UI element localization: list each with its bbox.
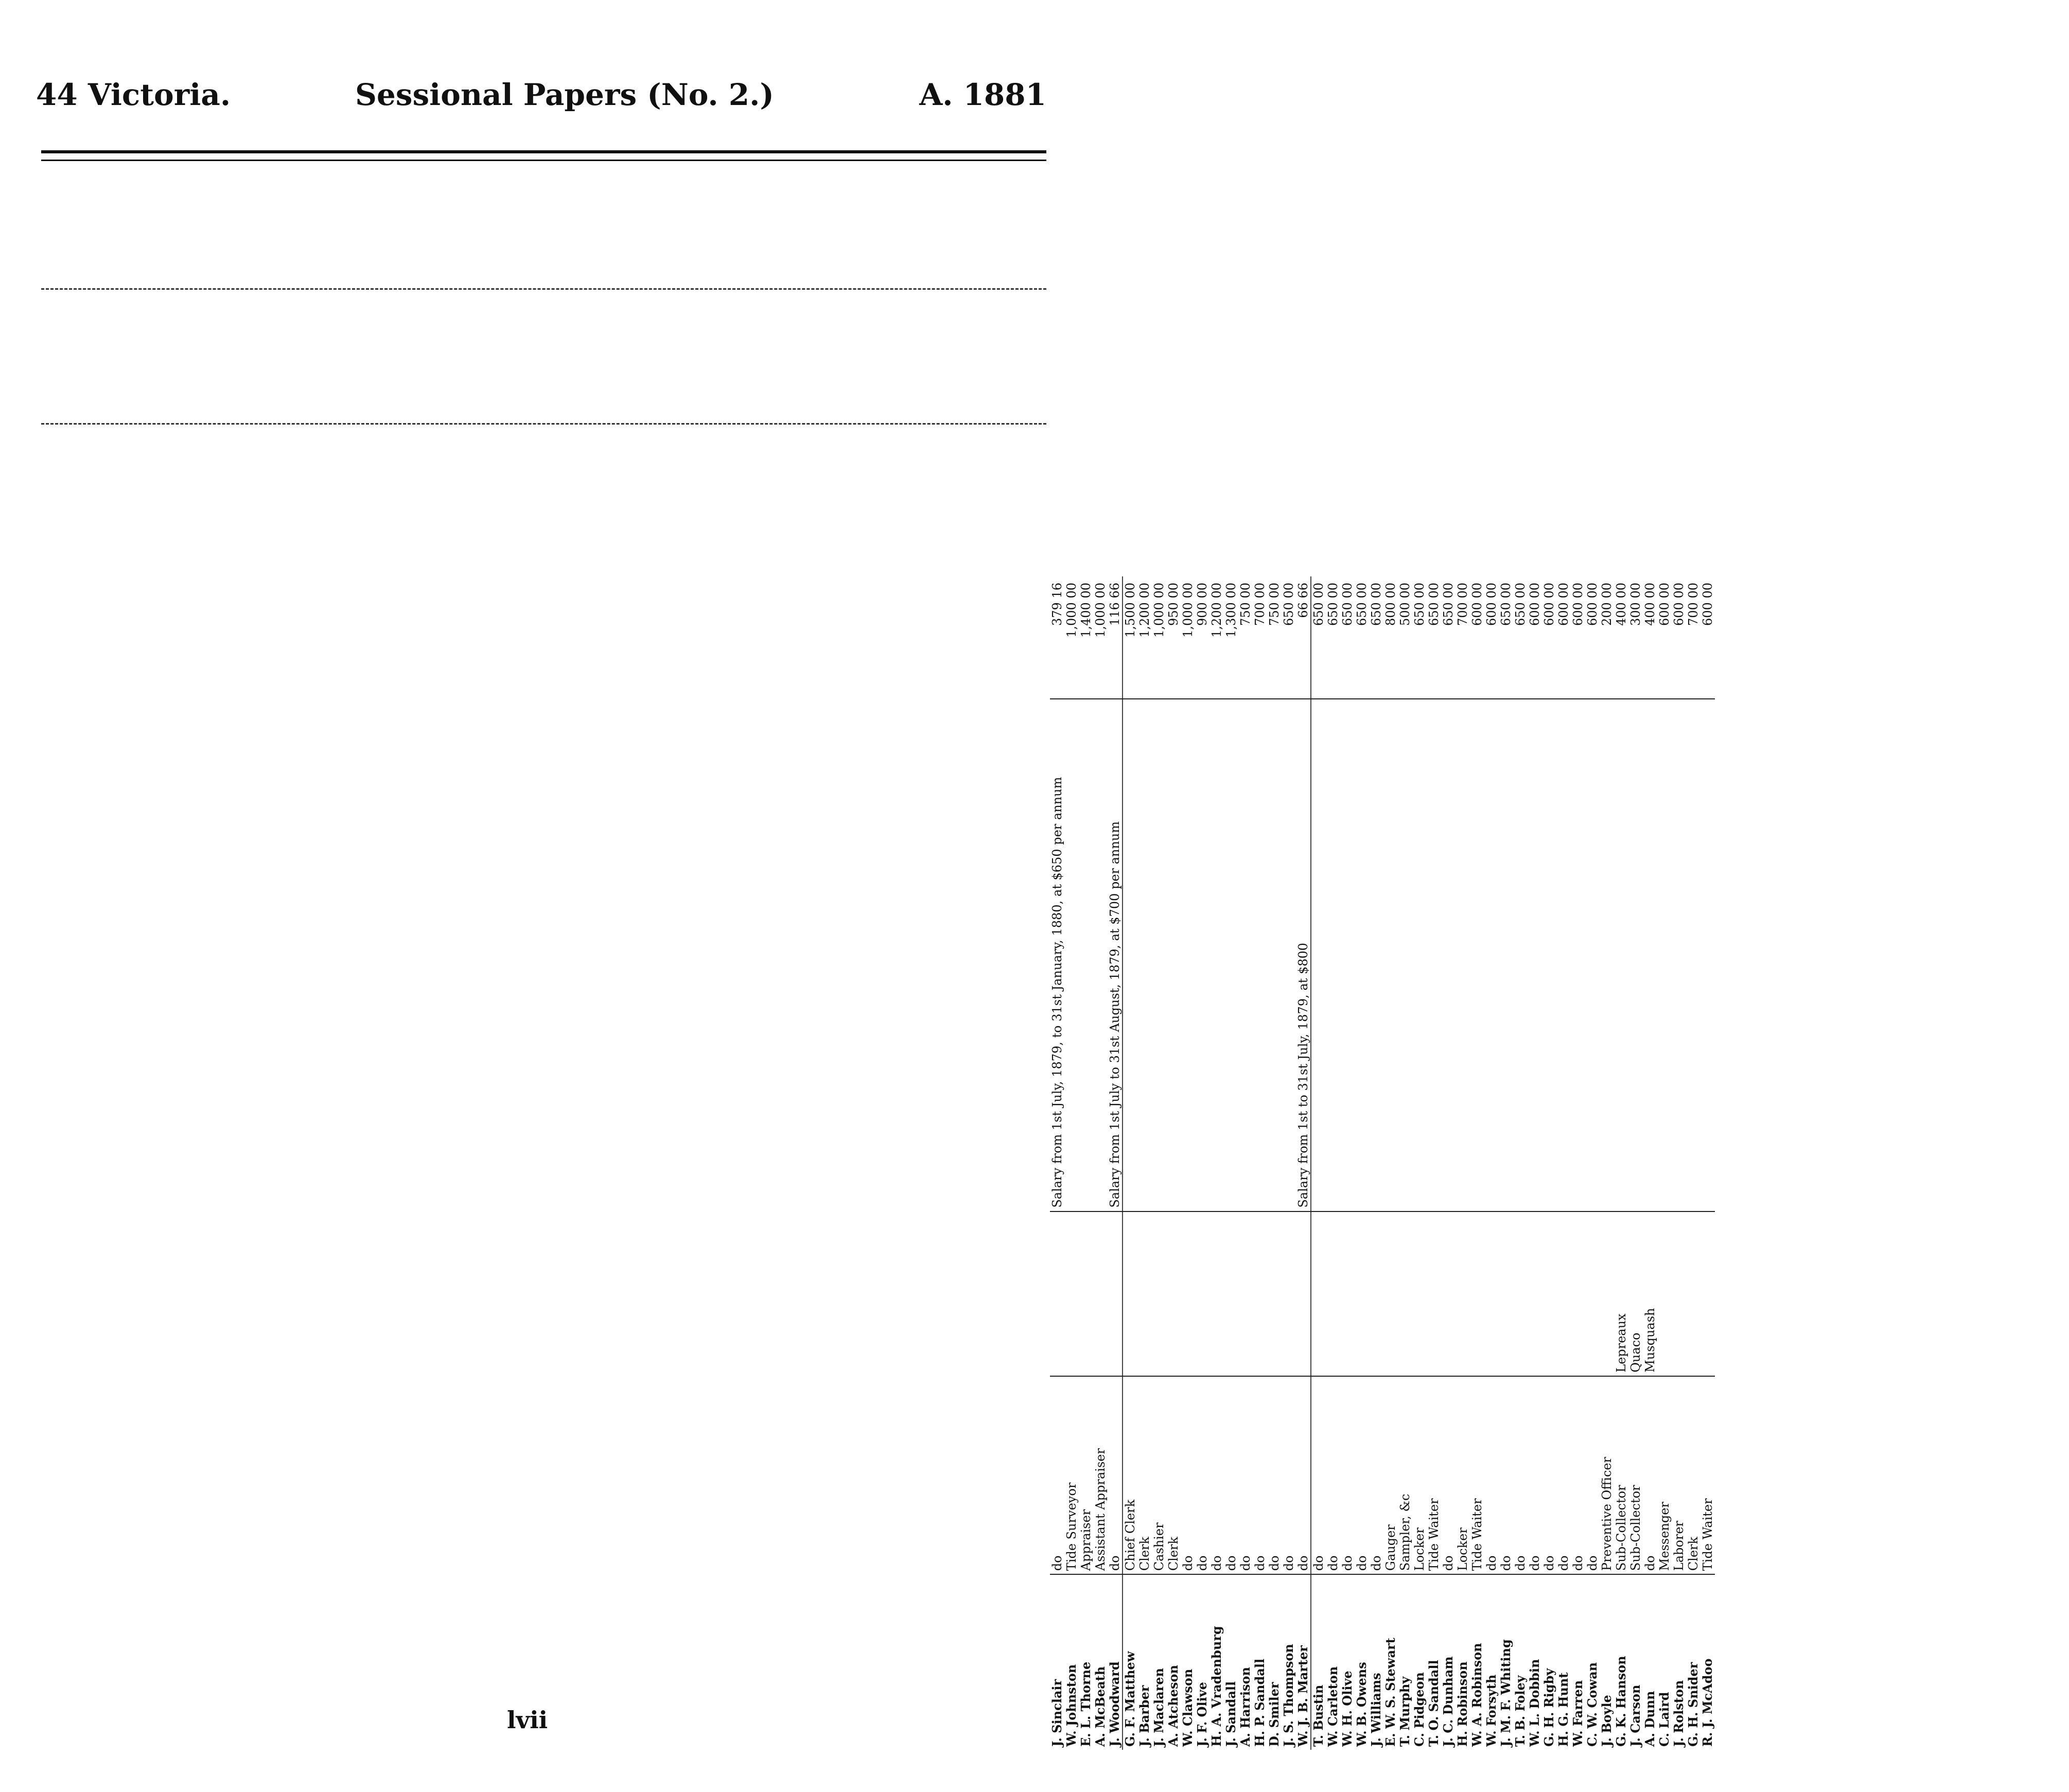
salary-amount: 116 66 [1108, 576, 1123, 699]
employee-office: Tide Waiter [1427, 1376, 1441, 1574]
employee-station [1238, 1211, 1253, 1376]
employee-station [1181, 1211, 1195, 1376]
employee-station [1282, 1211, 1296, 1376]
employee-office: do [1209, 1376, 1224, 1574]
employee-name: C. Laird [1657, 1692, 1672, 1747]
employee-office: do [1195, 1376, 1209, 1574]
salary-remark [1282, 699, 1296, 1211]
table-row [1369, 576, 1383, 1750]
salary-amount: 600 00 [1528, 576, 1542, 699]
employee-name: H. P. Sandall [1252, 1658, 1267, 1747]
salary-remark [1166, 699, 1181, 1211]
salary-remark [1326, 699, 1340, 1211]
employee-name: A. Atcheson [1166, 1665, 1181, 1747]
salary-amount: 650 00 [1369, 576, 1383, 699]
salary-amount: 750 00 [1267, 576, 1282, 699]
employee-station [1340, 1211, 1355, 1376]
employee-station [1326, 1211, 1340, 1376]
salary-amount: 600 00 [1484, 576, 1499, 699]
employee-name: J. Barber [1137, 1685, 1152, 1747]
employee-office: Appraiser [1079, 1376, 1093, 1574]
salary-amount: 1,000 00 [1152, 576, 1166, 699]
salary-remark [1628, 699, 1643, 1211]
employee-office: do [1556, 1376, 1571, 1574]
salary-amount: 650 00 [1282, 576, 1296, 699]
dashed-divider [41, 423, 1046, 425]
employee-office: do [1513, 1376, 1528, 1574]
employee-name: H. G. Hunt [1556, 1672, 1571, 1747]
employee-office: do [1441, 1376, 1456, 1574]
salary-remark [1064, 699, 1079, 1211]
salary-remark [1427, 699, 1441, 1211]
table-row [1556, 576, 1571, 1750]
table-row [1456, 576, 1470, 1750]
salary-amount: 1,200 00 [1137, 576, 1152, 699]
employee-name: J. M. F. Whiting [1498, 1639, 1513, 1747]
salary-remark [1412, 699, 1427, 1211]
salary-remark [1238, 699, 1253, 1211]
employee-station [1296, 1211, 1311, 1376]
header-rule-thick [41, 150, 1046, 153]
salary-amount: 700 00 [1686, 576, 1700, 699]
employee-name: J. Sandall [1223, 1681, 1238, 1747]
salary-remark [1484, 699, 1499, 1211]
salary-amount: 700 00 [1456, 576, 1470, 699]
employee-office: Laborer [1672, 1376, 1686, 1574]
table-row [1282, 576, 1296, 1750]
salary-remark [1528, 699, 1542, 1211]
employee-office: Assistant Appraiser [1093, 1376, 1108, 1574]
salary-amount: 600 00 [1542, 576, 1556, 699]
employee-name: W. H. Olive [1340, 1671, 1355, 1747]
employee-station [1600, 1211, 1614, 1376]
salary-amount: 600 00 [1672, 576, 1686, 699]
employee-office: do [1267, 1376, 1282, 1574]
employee-station [1556, 1211, 1571, 1376]
employee-name: G. H. Rigby [1541, 1668, 1556, 1747]
employee-name: H. Robinson [1455, 1661, 1470, 1747]
employee-name: W. Clawson [1180, 1668, 1195, 1747]
salary-amount: 650 00 [1513, 576, 1528, 699]
salary-table-body [1050, 576, 1715, 1750]
salary-remark [1224, 699, 1238, 1211]
salary-amount: 600 00 [1700, 576, 1715, 699]
salary-amount: 600 00 [1657, 576, 1672, 699]
table-row [1253, 576, 1267, 1750]
salary-amount: 500 00 [1398, 576, 1412, 699]
salary-amount: 950 00 [1166, 576, 1181, 699]
salary-amount: 1,300 00 [1224, 576, 1238, 699]
employee-office: do [1253, 1376, 1267, 1574]
table-row [1686, 576, 1700, 1750]
salary-amount: 650 00 [1427, 576, 1441, 699]
employee-name: G. F. Matthew [1123, 1574, 1137, 1750]
employee-station [1470, 1211, 1484, 1376]
salary-table [1050, 576, 1715, 1750]
employee-office: Chief Clerk [1123, 1376, 1137, 1574]
table-row [1326, 576, 1340, 1750]
employee-station [1209, 1211, 1224, 1376]
employee-station [1152, 1211, 1166, 1376]
employee-office: Sampler, &c [1398, 1376, 1412, 1574]
employee-station [1064, 1211, 1079, 1376]
salary-amount: 1,500 00 [1123, 576, 1137, 699]
salary-remark [1556, 699, 1571, 1211]
salary-amount: 800 00 [1383, 576, 1398, 699]
table-row [1152, 576, 1166, 1750]
employee-office: do [1499, 1376, 1513, 1574]
table-row [1427, 576, 1441, 1750]
employee-office: Clerk [1166, 1376, 1181, 1574]
header-year: A. 1881 [919, 77, 1046, 112]
employee-name: J. F. Olive [1195, 1682, 1209, 1747]
employee-name: G. K. Hanson [1614, 1656, 1628, 1747]
table-row [1195, 576, 1209, 1750]
employee-name: W. J. B. Marter [1295, 1645, 1310, 1747]
salary-remark [1657, 699, 1672, 1211]
employee-station [1686, 1211, 1700, 1376]
employee-name: H. A. Vradenburg [1209, 1626, 1224, 1747]
employee-office: Locker [1456, 1376, 1470, 1574]
table-row [1355, 576, 1369, 1750]
table-row [1484, 576, 1499, 1750]
table-row [1108, 576, 1123, 1750]
employee-station [1369, 1211, 1383, 1376]
employee-name: J. Maclaren [1151, 1668, 1166, 1747]
salary-amount: 300 00 [1628, 576, 1643, 699]
employee-name: D. Smiler [1267, 1682, 1282, 1747]
employee-name: A. Harrison [1238, 1667, 1253, 1747]
employee-station [1657, 1211, 1672, 1376]
table-row [1093, 576, 1108, 1750]
table-row [1571, 576, 1585, 1750]
salary-amount: 600 00 [1571, 576, 1585, 699]
salary-remark: Salary from 1st to 31st July, 1879, at $800 [1296, 699, 1311, 1211]
employee-station [1079, 1211, 1093, 1376]
salary-amount: 1,000 00 [1093, 576, 1108, 699]
employee-station [1311, 1211, 1326, 1376]
employee-station [1441, 1211, 1456, 1376]
employee-office: do [1326, 1376, 1340, 1574]
salary-amount: 600 00 [1470, 576, 1484, 699]
salary-remark [1398, 699, 1412, 1211]
salary-remark [1614, 699, 1628, 1211]
employee-name: T. O. Sandall [1426, 1660, 1441, 1747]
salary-amount: 66 66 [1296, 576, 1311, 699]
employee-station [1427, 1211, 1441, 1376]
table-row [1123, 576, 1137, 1750]
salary-remark [1355, 699, 1369, 1211]
table-row [1470, 576, 1484, 1750]
employee-station [1700, 1211, 1715, 1376]
salary-amount: 650 00 [1499, 576, 1513, 699]
salary-remark [1499, 699, 1513, 1211]
employee-station [1050, 1211, 1064, 1376]
salary-remark [1456, 699, 1470, 1211]
salary-remark [1542, 699, 1556, 1211]
employee-office: Sub-Collector [1614, 1376, 1628, 1574]
employee-office: do [1108, 1376, 1123, 1574]
salary-remark [1369, 699, 1383, 1211]
employee-name: W. B. Owens [1354, 1662, 1369, 1747]
salary-amount: 650 00 [1326, 576, 1340, 699]
table-row [1672, 576, 1686, 1750]
table-row [1528, 576, 1542, 1750]
table-row [1628, 576, 1643, 1750]
salary-remark [1585, 699, 1600, 1211]
employee-office: Sub-Collector [1628, 1376, 1643, 1574]
salary-amount: 1,400 00 [1079, 576, 1093, 699]
table-row [1209, 576, 1224, 1750]
table-row [1542, 576, 1556, 1750]
salary-amount: 750 00 [1238, 576, 1253, 699]
employee-office: do [1528, 1376, 1542, 1574]
table-row [1383, 576, 1398, 1750]
table-row [1700, 576, 1715, 1750]
salary-remark [1079, 699, 1093, 1211]
employee-office: do [1238, 1376, 1253, 1574]
employee-office: do [1224, 1376, 1238, 1574]
salary-remark [1441, 699, 1456, 1211]
employee-station: Musquash [1643, 1211, 1657, 1376]
header-title: Sessional Papers (No. 2.) [355, 77, 774, 112]
table-row [1412, 576, 1427, 1750]
salary-amount: 900 00 [1195, 576, 1209, 699]
employee-name: W. Johnston [1064, 1664, 1079, 1747]
employee-station [1123, 1211, 1137, 1376]
employee-office: Tide Surveyor [1064, 1376, 1079, 1574]
table-row [1441, 576, 1456, 1750]
salary-amount: 600 00 [1585, 576, 1600, 699]
table-row [1296, 576, 1311, 1750]
employee-office: Clerk [1686, 1376, 1700, 1574]
salary-remark [1152, 699, 1166, 1211]
employee-office: do [1484, 1376, 1499, 1574]
employee-name: J. Boyle [1599, 1695, 1614, 1747]
table-row [1513, 576, 1528, 1750]
employee-office: do [1369, 1376, 1383, 1574]
salary-remark: Salary from 1st July to 31st August, 1879, at $700 per annum [1108, 699, 1123, 1211]
employee-name: A. McBeath [1093, 1666, 1108, 1747]
salary-remark [1137, 699, 1152, 1211]
salary-remark [1253, 699, 1267, 1211]
table-row [1079, 576, 1093, 1750]
employee-station [1383, 1211, 1398, 1376]
employee-station [1528, 1211, 1542, 1376]
salary-amount: 379 16 [1050, 576, 1064, 699]
employee-office: do [1296, 1376, 1311, 1574]
employee-station [1412, 1211, 1427, 1376]
table-row [1499, 576, 1513, 1750]
employee-office: do [1355, 1376, 1369, 1574]
employee-office: do [1340, 1376, 1355, 1574]
salary-remark [1311, 699, 1326, 1211]
table-row [1224, 576, 1238, 1750]
employee-office: Gauger [1383, 1376, 1398, 1574]
salary-remark [1267, 699, 1282, 1211]
salary-remark [1643, 699, 1657, 1211]
table-row [1398, 576, 1412, 1750]
salary-amount: 700 00 [1253, 576, 1267, 699]
employee-station [1513, 1211, 1528, 1376]
employee-name: T. Bustin [1311, 1574, 1326, 1750]
employee-station [1253, 1211, 1267, 1376]
table-row [1267, 576, 1282, 1750]
employee-station [1093, 1211, 1108, 1376]
table-row [1137, 576, 1152, 1750]
employee-name: W. L. Dobbin [1527, 1659, 1542, 1747]
employee-name: R. J. McAdoo [1700, 1658, 1715, 1747]
employee-name: J. Woodward [1107, 1661, 1122, 1747]
salary-remark [1672, 699, 1686, 1211]
employee-station [1108, 1211, 1123, 1376]
salary-remark [1700, 699, 1715, 1211]
salary-remark [1600, 699, 1614, 1211]
table-row [1643, 576, 1657, 1750]
salary-remark [1181, 699, 1195, 1211]
employee-office: do [1643, 1376, 1657, 1574]
employee-station [1672, 1211, 1686, 1376]
table-row [1340, 576, 1355, 1750]
employee-name: C. W. Cowan [1585, 1662, 1600, 1747]
salary-amount: 650 00 [1441, 576, 1456, 699]
employee-name: J. Carson [1628, 1684, 1643, 1747]
dashed-divider [41, 288, 1046, 290]
employee-name: A. Dunn [1642, 1691, 1657, 1747]
salary-amount: 600 00 [1556, 576, 1571, 699]
employee-station [1499, 1211, 1513, 1376]
employee-office: Tide Waiter [1700, 1376, 1715, 1574]
employee-office: Messenger [1657, 1376, 1672, 1574]
employee-name: E. W. S. Stewart [1383, 1638, 1398, 1747]
employee-name: T. Murphy [1397, 1676, 1412, 1747]
table-row [1238, 576, 1253, 1750]
salary-remark [1686, 699, 1700, 1211]
table-row [1166, 576, 1181, 1750]
employee-name: C. Pidgeon [1412, 1672, 1427, 1747]
salary-remark [1209, 699, 1224, 1211]
table-row [1050, 576, 1064, 1750]
salary-amount: 400 00 [1643, 576, 1657, 699]
employee-name: T. B. Foley [1513, 1675, 1528, 1747]
employee-name: W. Forsyth [1484, 1674, 1499, 1747]
page-folio: lvii [507, 1706, 548, 1734]
employee-name: G. H. Snider [1686, 1662, 1700, 1747]
employee-office: do [1311, 1376, 1326, 1574]
table-row [1657, 576, 1672, 1750]
salary-remark [1093, 699, 1108, 1211]
table-row [1064, 576, 1079, 1750]
salary-amount: 1,000 00 [1064, 576, 1079, 699]
employee-name: J. Williams [1369, 1673, 1383, 1747]
employee-office: do [1282, 1376, 1296, 1574]
employee-station [1224, 1211, 1238, 1376]
salary-remark [1513, 699, 1528, 1211]
employee-station [1267, 1211, 1282, 1376]
employee-station: Quaco [1628, 1211, 1643, 1376]
employee-name: E. L. Thorne [1078, 1661, 1093, 1747]
employee-name: W. A. Robinson [1469, 1643, 1484, 1747]
salary-amount: 200 00 [1600, 576, 1614, 699]
salary-remark [1123, 699, 1137, 1211]
employee-name: J. Sinclair [1049, 1679, 1064, 1747]
table-row [1585, 576, 1600, 1750]
employee-station [1166, 1211, 1181, 1376]
salary-amount: 400 00 [1614, 576, 1628, 699]
employee-station [1398, 1211, 1412, 1376]
employee-station [1456, 1211, 1470, 1376]
employee-station [1484, 1211, 1499, 1376]
employee-office: Cashier [1152, 1376, 1166, 1574]
employee-station [1137, 1211, 1152, 1376]
employee-office: do [1181, 1376, 1195, 1574]
table-row [1181, 576, 1195, 1750]
employee-office: Clerk [1137, 1376, 1152, 1574]
salary-amount: 650 00 [1311, 576, 1326, 699]
salary-remark [1571, 699, 1585, 1211]
employee-name: J. Rolston [1671, 1680, 1686, 1747]
salary-amount: 650 00 [1412, 576, 1427, 699]
salary-amount: 650 00 [1340, 576, 1355, 699]
table-row [1311, 576, 1326, 1750]
salary-remark [1383, 699, 1398, 1211]
salary-remark [1195, 699, 1209, 1211]
employee-office: do [1542, 1376, 1556, 1574]
employee-name: J. C. Dunham [1441, 1656, 1456, 1747]
salary-remark [1470, 699, 1484, 1211]
employee-station [1195, 1211, 1209, 1376]
employee-station [1585, 1211, 1600, 1376]
employee-station [1571, 1211, 1585, 1376]
employee-station [1355, 1211, 1369, 1376]
employee-office: do [1571, 1376, 1585, 1574]
employee-office: do [1050, 1376, 1064, 1574]
salary-remark [1340, 699, 1355, 1211]
employee-station [1542, 1211, 1556, 1376]
employee-office: Preventive Officer [1600, 1376, 1614, 1574]
employee-office: Tide Waiter [1470, 1376, 1484, 1574]
header-session: 44 Victoria. [36, 77, 231, 112]
header-rule-thin [41, 160, 1046, 161]
salary-amount: 650 00 [1355, 576, 1369, 699]
employee-office: Locker [1412, 1376, 1427, 1574]
salary-amount: 1,000 00 [1181, 576, 1195, 699]
salary-amount: 1,200 00 [1209, 576, 1224, 699]
employee-office: do [1585, 1376, 1600, 1574]
employee-name: W. Farren [1570, 1680, 1585, 1747]
table-row [1614, 576, 1628, 1750]
salary-remark: Salary from 1st July, 1879, to 31st January, 1880, at $650 per annum [1050, 699, 1064, 1211]
rotated-salary-table [1050, 576, 2069, 1750]
employee-station: Lepreaux [1614, 1211, 1628, 1376]
employee-name: W. Carleton [1325, 1666, 1340, 1747]
table-row [1600, 576, 1614, 1750]
employee-name: J. S. Thompson [1281, 1644, 1296, 1747]
